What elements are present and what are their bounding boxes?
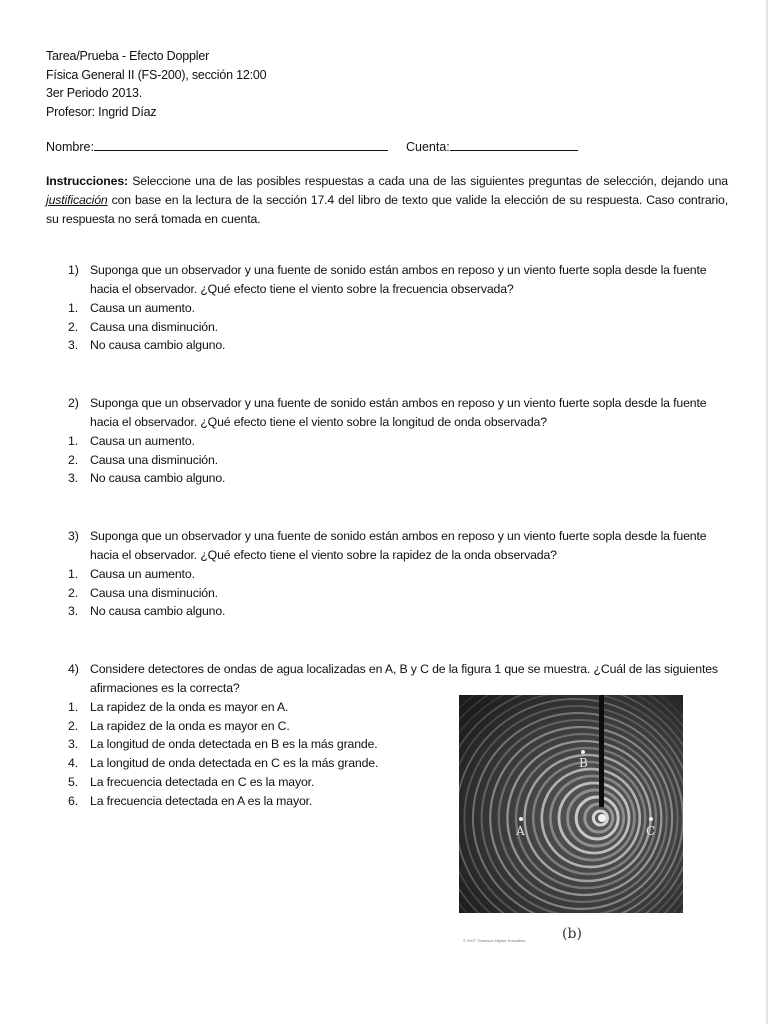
option-text: No causa cambio alguno. [90, 604, 226, 619]
instructions-text-1: Seleccione una de las posibles respuestas a cada una de las siguientes preguntas de selección, dejando una [127, 174, 728, 188]
option-item[interactable] [46, 565, 728, 584]
option-number: 3. [68, 471, 78, 486]
option-text: No causa cambio alguno. [90, 338, 226, 353]
question-stem [46, 660, 728, 698]
option-item[interactable] [46, 469, 728, 488]
figure-credit: © 2007 Thomson Higher Education [463, 938, 526, 943]
account-field[interactable] [406, 138, 578, 154]
instructions-paragraph [46, 172, 728, 229]
source-point [598, 814, 606, 822]
header-course: Física General II (FS-200), sección 12:00 [46, 67, 267, 82]
option-number: 2. [68, 585, 78, 600]
option-number: 3. [68, 737, 78, 752]
option-text: Causa un aumento. [90, 567, 195, 581]
question-number: 1) [68, 263, 79, 277]
option-item[interactable] [46, 451, 728, 470]
option-text: La frecuencia detectada en C es la mayor. [90, 774, 315, 789]
option-number: 1. [68, 567, 78, 581]
question-2 [46, 394, 728, 488]
option-text: La rapidez de la onda es mayor en A. [90, 700, 289, 714]
question-number: 2) [68, 396, 79, 410]
option-text: Causa una disminución. [90, 452, 218, 467]
options-list [46, 565, 728, 621]
question-text: Suponga que un observador y una fuente de sonido están ambos en reposo y un viento fuerte sopla desde la fuente hacia el observador. ¿Qué efecto tiene el viento sobre la frecuencia observada? [90, 263, 707, 296]
label-b: B [579, 756, 588, 770]
header-period: 3er Periodo 2013. [46, 86, 142, 100]
option-text: Causa un aumento. [90, 301, 195, 315]
label-a: A [516, 824, 525, 838]
option-item[interactable] [46, 299, 728, 318]
question-stem [46, 261, 728, 299]
detector-b-dot [581, 750, 585, 754]
question-number: 3) [68, 529, 79, 543]
option-number: 3. [68, 604, 78, 619]
account-label: Cuenta: [406, 140, 450, 154]
option-text: Causa un aumento. [90, 434, 195, 448]
option-number: 6. [68, 793, 78, 808]
question-1 [46, 261, 728, 355]
ripple-figure [459, 695, 685, 949]
account-blank-line[interactable] [450, 138, 578, 151]
question-3 [46, 527, 728, 621]
name-label: Nombre: [46, 140, 94, 154]
header-professor: Profesor: Ingrid Díaz [46, 104, 157, 119]
option-text: La longitud de onda detectada en B es la más grande. [90, 737, 378, 752]
option-text: Causa una disminución. [90, 319, 218, 334]
option-item[interactable] [46, 318, 728, 337]
option-number: 5. [68, 774, 78, 789]
option-number: 2. [68, 319, 78, 334]
option-item[interactable] [46, 336, 728, 355]
instructions-justification: justificación [46, 193, 108, 207]
option-number: 3. [68, 338, 78, 353]
option-number: 1. [68, 434, 78, 448]
ripple-photo [459, 695, 683, 913]
name-field[interactable] [46, 138, 388, 154]
question-text: Suponga que un observador y una fuente de sonido están ambos en reposo y un viento fuerte sopla desde la fuente hacia el observador. ¿Qué efecto tiene el viento sobre la rapidez de la onda observada? [90, 529, 707, 562]
option-text: Causa una disminución. [90, 585, 218, 600]
option-number: 4. [68, 756, 78, 771]
header-block [46, 47, 266, 121]
option-item[interactable] [46, 432, 728, 451]
detector-a-dot [519, 817, 523, 821]
options-list [46, 432, 728, 488]
option-item[interactable] [46, 602, 728, 621]
option-number: 1. [68, 301, 78, 315]
option-number: 1. [68, 700, 78, 714]
header-title: Tarea/Prueba - Efecto Doppler [46, 49, 210, 63]
options-list [46, 299, 728, 355]
student-fields [46, 138, 606, 158]
instructions-colon: : [124, 174, 128, 188]
question-stem [46, 394, 728, 432]
question-number: 4) [68, 662, 79, 676]
source-rod [599, 695, 604, 807]
instructions-text-2: con base en la lectura de la sección 17.4 del libro de texto que valide la elección de su respuesta. Caso contrario, su respuesta no será tomada en cuenta. [46, 193, 728, 226]
option-number: 2. [68, 452, 78, 467]
label-c: C [646, 824, 656, 838]
option-text: No causa cambio alguno. [90, 471, 226, 486]
question-text: Considere detectores de ondas de agua localizadas en A, B y C de la figura 1 que se muestra. ¿Cuál de las siguientes afirmaciones es la correcta? [90, 662, 718, 695]
question-text: Suponga que un observador y una fuente de sonido están ambos en reposo y un viento fuerte sopla desde la fuente hacia el observador. ¿Qué efecto tiene el viento sobre la longitud de onda observada? [90, 396, 707, 429]
detector-c-dot [649, 817, 653, 821]
name-blank-line[interactable] [94, 138, 388, 151]
option-text: La frecuencia detectada en A es la mayor. [90, 793, 313, 808]
option-text: La rapidez de la onda es mayor en C. [90, 718, 290, 733]
option-item[interactable] [46, 584, 728, 603]
option-number: 2. [68, 718, 78, 733]
instructions-label: Instrucciones [46, 174, 125, 188]
option-text: La longitud de onda detectada en C es la más grande. [90, 756, 379, 771]
figure-caption: (b) [459, 921, 685, 947]
question-stem [46, 527, 728, 565]
